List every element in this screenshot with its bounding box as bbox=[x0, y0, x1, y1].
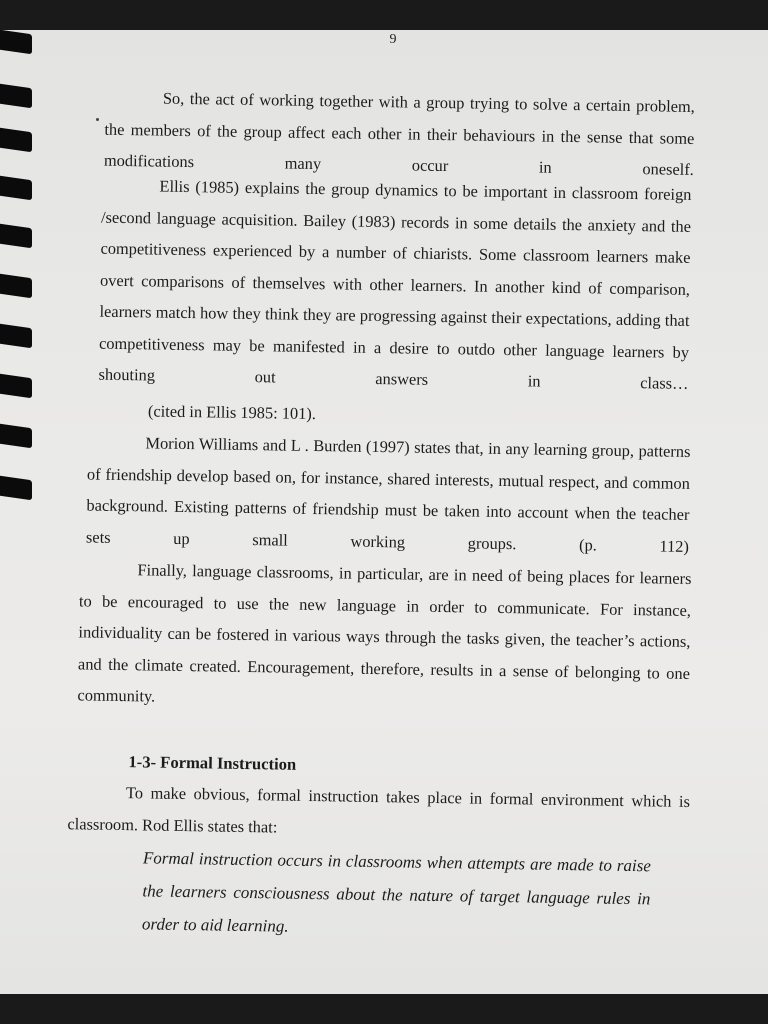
block-quote: Formal instruction occurs in classrooms when attempts are made to raise the learners consciousness about the nature of target language rules in order to aid learning. bbox=[141, 848, 652, 936]
paragraph: So, the act of working together with a group trying to solve a certain problem, the members of the group affect each other in their behaviours in the sense that some modifications many occur in oneself. bbox=[103, 88, 695, 179]
page-number: 9 bbox=[389, 32, 397, 47]
paragraph: Finally, language classrooms, in particular, are in need of being places for learners to be encouraged to use the new language in order to communicate. For instance, individuality can be fostered in various ways through the tasks given, the teacher’s actions, and the climate created. Encouragement, therefore, results in a sense of belonging to one community. bbox=[77, 560, 692, 706]
document-page bbox=[0, 30, 768, 994]
paragraph: Ellis (1985) explains the group dynamics to be important in classroom foreign /second language acquisition. Bailey (1983) records in some details the anxiety and the competitiveness experienced by a number of chiarists. Some classroom learners make overt comparisons of themselves with other learners. In another kind of comparison, learners match how they think they are progressing against their expectations, adding that competitiveness may be manifested in a desire to outdo other language learners by shouting out answers in class… bbox=[98, 176, 692, 393]
section-heading: 1-3- Formal Instruction bbox=[128, 752, 297, 774]
paragraph: To make obvious, formal instruction takes place in formal environment which is classroom. Rod Ellis states that: bbox=[67, 783, 691, 836]
page-text bbox=[0, 30, 768, 994]
citation: (cited in Ellis 1985: 101). bbox=[147, 401, 317, 424]
paragraph: Morion Williams and L . Burden (1997) states that, in any learning group, patterns of friendship develop based on, for instance, shared interests, mutual respect, and common background. Existing patterns of friendship must be taken into account when the teacher sets up small working groups. (p. 112) bbox=[85, 433, 691, 556]
